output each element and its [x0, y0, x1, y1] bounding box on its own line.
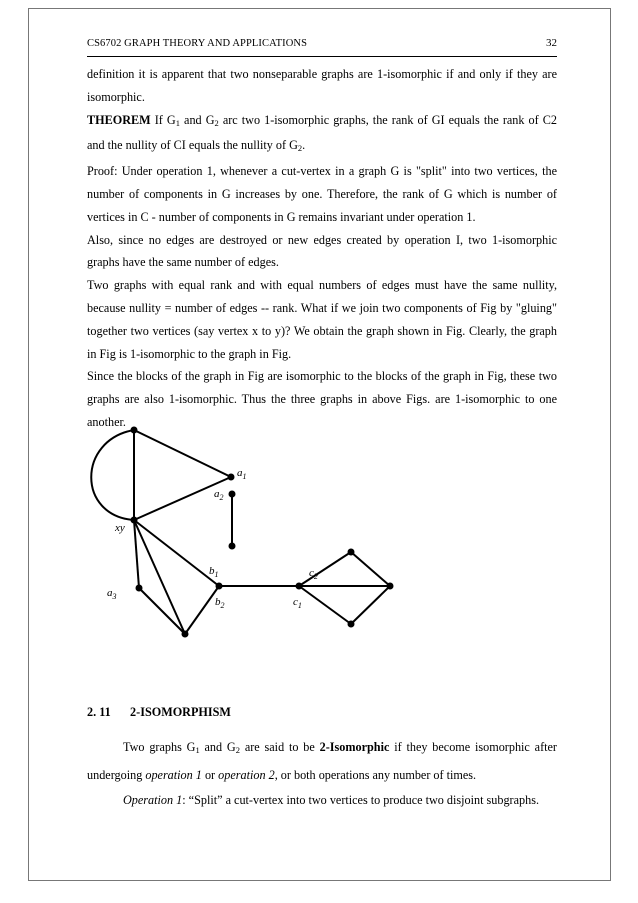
section-number: 2. 11: [87, 705, 111, 719]
graph-edges: [91, 430, 390, 634]
edge: [299, 552, 351, 586]
label-c1: $c_1$: [293, 596, 302, 610]
page-number: 32: [546, 37, 557, 49]
subscript: 1: [175, 117, 180, 128]
graph-figure: [87, 418, 387, 653]
term-2-isomorphic: 2-Isomorphic: [319, 740, 390, 754]
section-title: 2-ISOMORPHISM: [130, 705, 231, 719]
edge: [134, 430, 231, 477]
theorem-text: and G: [179, 112, 215, 127]
vertex-c2: [348, 549, 355, 556]
text: Two graphs G: [123, 740, 196, 754]
edge: [299, 586, 351, 624]
graph-svg: [87, 418, 387, 653]
page-header: [87, 36, 557, 57]
header-title: CS6702 GRAPH THEORY AND APPLICATIONS: [87, 38, 308, 49]
section-body: [87, 735, 557, 813]
section-heading: [87, 705, 231, 720]
paragraph-nullity: Two graphs with equal rank and with equal numbers of edges must have the same nullity, because nullity = number of edges -- rank. What if we join two components of Fig by "gluing" together two vertices (say vertex x to y)? We obtain the graph shown in Fig. Clearly, the graph in Fig is 1-isomorphic to the graph in Fig.: [87, 278, 557, 361]
label-b2: $b_2$: [215, 596, 225, 610]
vertex: [229, 543, 236, 550]
paragraph-proof: Proof: Under operation 1, whenever a cut-vertex in a graph G is "split" into two vertices, the number of components in G increases by one. Therefore, the rank of G which is number of vertices in C - number of components in G remains invariant under operation 1.: [87, 164, 557, 224]
text: , or both operations any number of times.: [274, 768, 477, 782]
paragraph-operation-1: [87, 788, 557, 813]
edge: [185, 586, 219, 634]
label-a1: $a_1$: [237, 467, 247, 481]
vertex: [387, 583, 394, 590]
operation-1-ref: operation 1: [145, 768, 202, 782]
vertex-c1: [296, 583, 303, 590]
text: : “Split” a cut-vertex into two vertices to produce two disjoint subgraphs.: [182, 793, 539, 807]
theorem-text: .: [302, 138, 306, 153]
operation-1-label: Operation 1: [123, 793, 183, 807]
vertex-a2: [229, 491, 236, 498]
label-b1: $b_1$: [209, 565, 219, 579]
edge: [91, 430, 134, 520]
label-a2: $a_2$: [214, 488, 224, 502]
subscript: 2: [297, 143, 303, 154]
paragraph-edges: Also, since no edges are destroyed or new edges created by operation I, two 1-isomorphic graphs have the same number of edges.: [87, 232, 557, 270]
vertex: [131, 427, 138, 434]
paragraph-theorem: [87, 109, 557, 161]
edge: [134, 520, 185, 634]
paragraph-2-isomorphic: [87, 735, 557, 788]
vertex: [348, 621, 355, 628]
edge: [134, 520, 219, 586]
theorem-text: If G: [150, 112, 176, 127]
theorem-label: THEOREM: [87, 112, 151, 127]
operation-2-ref: operation 2: [218, 768, 275, 782]
label-c2: $c_2$: [309, 567, 318, 581]
vertex-xy: [131, 517, 138, 524]
edge: [351, 552, 390, 586]
subscript: 2: [214, 117, 219, 128]
edge: [351, 586, 390, 624]
subscript: 2: [235, 745, 240, 755]
edge: [139, 588, 185, 634]
subscript: 1: [195, 745, 200, 755]
body-text: [87, 63, 557, 434]
vertex-b1: [216, 583, 223, 590]
text: and G: [199, 740, 236, 754]
theorem-text: arc two 1-isomorphic graphs, the rank of GI equals the rank of C2 and the nullity of CI equals the nullity of G: [87, 112, 557, 153]
vertex-a3: [136, 585, 143, 592]
paragraph-definition: definition it is apparent that two nonseparable graphs are 1-isomorphic if and only if they are isomorphic.: [87, 67, 557, 104]
text: if they become isomorphic after undergoing: [87, 740, 557, 782]
vertex: [182, 631, 189, 638]
text: or: [201, 768, 219, 782]
paragraph-blocks: Since the blocks of the graph in Fig are isomorphic to the blocks of the graph in Fig, these two graphs are also 1-isomorphic. Thus the three graphs in above Figs. are 1-isomorphic to one another.: [87, 369, 557, 429]
label-a3: $a_3$: [107, 587, 117, 601]
text: are said to be: [240, 740, 320, 754]
vertex-a1: [228, 474, 235, 481]
graph-vertices: [131, 427, 394, 638]
label-xy: xy: [115, 522, 125, 534]
